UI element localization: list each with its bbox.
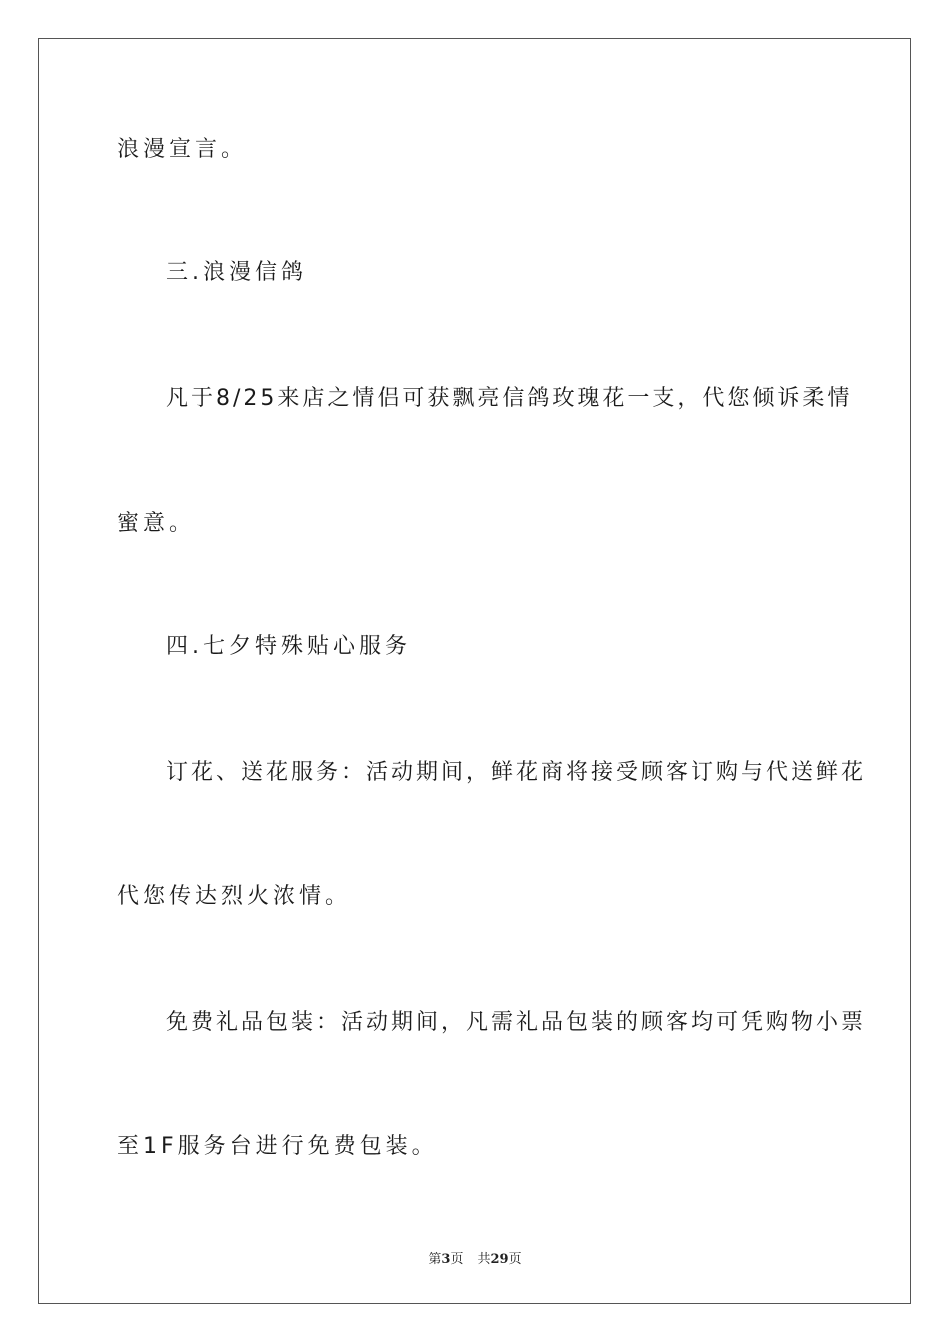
page-number: 3 [441, 1252, 451, 1267]
paragraph-line: 至1F服务台进行免费包装。 [117, 1134, 438, 1159]
total-suffix: 页 [508, 1252, 522, 1267]
paragraph-line: 蜜意。 [117, 511, 196, 536]
page-prefix: 第 [428, 1252, 442, 1267]
total-pages: 29 [490, 1252, 509, 1267]
page-footer [0, 1248, 950, 1267]
section-heading: 四.七夕特殊贴心服务 [166, 634, 411, 659]
paragraph-line: 浪漫宣言。 [117, 137, 248, 162]
paragraph-line: 凡于8/25来店之情侣可获飘亮信鸽玫瑰花一支，代您倾诉柔情 [166, 386, 853, 411]
page-suffix: 页 [450, 1252, 464, 1267]
paragraph-line: 订花、送花服务：活动期间，鲜花商将接受顾客订购与代送鲜花 [166, 760, 867, 785]
section-heading: 三.浪漫信鸽 [166, 260, 307, 285]
paragraph-line: 免费礼品包装：活动期间，凡需礼品包装的顾客均可凭购物小票 [166, 1010, 867, 1035]
page-border [38, 38, 911, 1304]
paragraph-line: 代您传达烈火浓情。 [117, 884, 352, 909]
total-prefix: 共 [477, 1252, 491, 1267]
